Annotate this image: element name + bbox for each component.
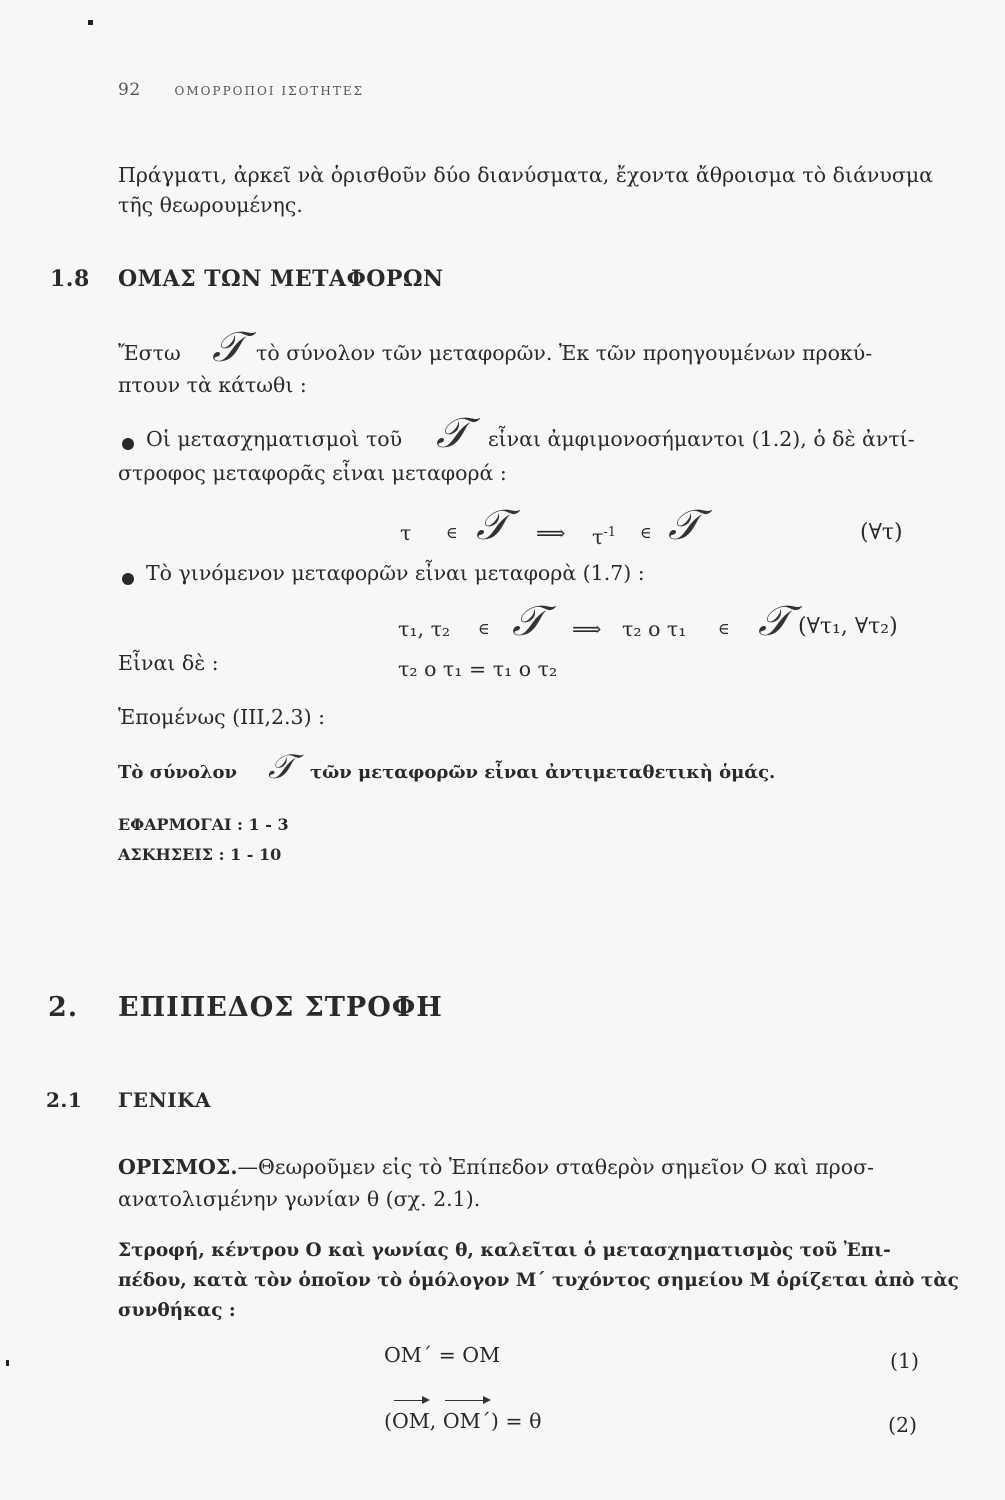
bullet1-line2: στροφος μεταφορᾶς εἶναι μεταφορά : (118, 461, 507, 485)
equation-2-number: (2) (888, 1413, 918, 1437)
definition-line1 (118, 1152, 874, 1182)
formula2-quantifier: (∀τ₁, ∀τ₂) (798, 614, 898, 639)
epomenws: Ἑπομένως (ΙΙΙ,2.3) : (118, 705, 326, 729)
vector-om-prime: ΟΜ΄ (443, 1406, 491, 1436)
formula1-tau-inverse: $\tau^{-1}$ (592, 525, 617, 549)
estw-rest: τὸ σύνολον τῶν μεταφορῶν. Ἐκ τῶν προηγουμένων προκύ- (256, 341, 873, 365)
margin-mark (6, 1360, 9, 1366)
estw-word: Ἔστω (118, 341, 181, 365)
rotation-def-line2: πέδου, κατὰ τὸν ὁποῖον τὸ ὁμόλογον Μ΄ τυχόντος σημείου Μ ὁρίζεται ἀπὸ τὰς (118, 1270, 959, 1291)
formula2-lhs: τ₁, τ₂ (398, 617, 451, 641)
formula2-in2: ∈ (718, 619, 730, 638)
formula1-quantifier: (∀τ) (860, 520, 903, 545)
conclusion-b: τῶν μεταφορῶν εἶναι ἀντιμεταθετικὴ ὁμάς. (310, 762, 776, 783)
applications-ref: ΕΦΑΡΜΟΓΑΙ : 1 - 3 (118, 815, 289, 834)
chapter-number-2: 2. (48, 992, 79, 1023)
chapter-title-2: ΕΠΙΠΕΔΟΣ ΣΤΡΟΦΗ (118, 992, 443, 1023)
script-t-symbol: 𝒯 (758, 596, 791, 645)
script-t-symbol: 𝒯 (668, 500, 701, 549)
script-t-symbol: 𝒯 (212, 322, 245, 371)
running-title: ΟΜΟΡΡΟΠΟΙ ΙΣΟΤΗΤΕΣ (174, 84, 365, 98)
bullet-dot (122, 433, 144, 452)
vector-om: ΟΜ (392, 1406, 430, 1436)
bullet-dot (122, 568, 144, 587)
section-title-1-8: ΟΜΑΣ ΤΩΝ ΜΕΤΑΦΟΡΩΝ (118, 266, 444, 292)
definition-text: —Θεωροῦμεν εἰς τὸ Ἐπίπεδον σταθερὸν σημεῖον Ο καὶ προσ- (237, 1155, 874, 1179)
script-t-symbol: 𝒯 (436, 408, 469, 457)
definition-line2: ανατολισμένην γωνίαν θ (σχ. 2.1). (118, 1187, 481, 1211)
bullet1-text-b: εἶναι ἀμφιμονοσήμαντοι (1.2), ὁ δὲ ἀντί- (488, 427, 915, 451)
section-title-2-1: ΓΕΝΙΚΑ (118, 1088, 211, 1112)
definition-label: ΟΡΙΣΜΟΣ. (118, 1155, 238, 1179)
estw-line2: πτουν τὰ κάτωθι : (118, 373, 307, 397)
rotation-def-line1: Στροφή, κέντρου Ο καὶ γωνίας θ, καλεῖται ὁ μετασχηματισμὸς τοῦ Ἐπι- (118, 1240, 891, 1261)
formula1-tau: τ (400, 521, 412, 545)
formula2-implies: ⟹ (572, 617, 602, 641)
page-number: 92 (118, 80, 141, 100)
bullet1-text-a: Οἱ μετασχηματισμοὶ τοῦ (146, 427, 403, 451)
formula1-in2: ∈ (640, 523, 652, 542)
bullet2-text: Τὸ γινόμενον μεταφορῶν εἶναι μεταφορὰ (1.7) : (146, 561, 645, 585)
conclusion-a: Τὸ σύνολον (118, 762, 238, 783)
equation-1-number: (1) (890, 1349, 920, 1373)
script-t-symbol: 𝒯 (476, 500, 509, 549)
script-t-symbol: 𝒯 (268, 747, 295, 787)
running-header (118, 80, 364, 100)
section-number-2-1: 2.1 (46, 1088, 83, 1112)
script-t-symbol: 𝒯 (512, 596, 545, 645)
formula2-in: ∈ (478, 619, 490, 638)
einai-de: Εἶναι δὲ : (118, 651, 219, 675)
intro-paragraph: Πράγματι, ἀρκεῖ νὰ ὁρισθοῦν δύο διανύσματα, ἔχοντα ἄθροισμα τὸ διάνυσμα τῆς θεωρουμένης. (118, 163, 933, 217)
rotation-def-line3: συνθήκας : (118, 1300, 236, 1321)
formula1-implies: ⟹ (536, 521, 566, 545)
formula2-composition: τ₂ ο τ₁ (622, 617, 687, 641)
formula3-commutativity: τ₂ ο τ₁ = τ₁ ο τ₂ (398, 657, 558, 681)
equation-1: ΟΜ΄ = ΟΜ (384, 1343, 501, 1367)
exercises-ref: ΑΣΚΗΣΕΙΣ : 1 - 10 (118, 845, 282, 864)
corner-mark (88, 20, 93, 25)
formula1-in: ∈ (446, 523, 458, 542)
equation-2: (ΟΜ, ΟΜ΄) = θ (384, 1406, 541, 1436)
section-number-1-8: 1.8 (50, 266, 90, 292)
